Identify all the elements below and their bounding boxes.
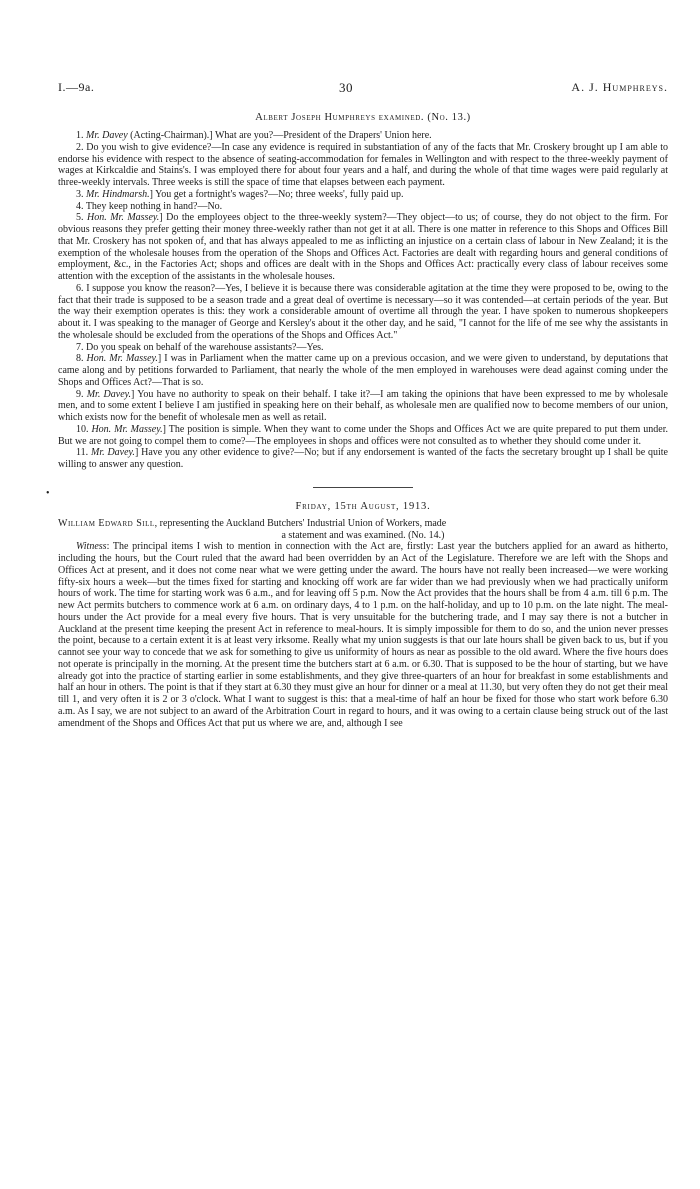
question-text: ] The position is simple. When they want to come under the Shops and Offices Act we are quite prepared to put them under. But we are not going to compel them to come?—The employees in shops and offices were not consulted as to whether they should come under it.: [58, 423, 669, 447]
witness-description: , representing the Auckland Butchers' Industrial Union of Workers, made: [154, 517, 447, 529]
examination-paragraphs: [58, 130, 668, 471]
speaker-name: Hon. Mr. Massey.: [87, 212, 160, 224]
question-number: 1.: [76, 130, 86, 141]
question-text: Do you speak on behalf of the warehouse assistants?—Yes.: [86, 341, 324, 353]
speaker-name: Mr. Hindmarsh.: [86, 188, 150, 200]
section-heading: Albert Joseph Humphreys examined. (No. 13.): [255, 112, 471, 123]
question-paragraph: [58, 424, 668, 448]
question-text: Do you wish to give evidence?—In case any evidence is required in substantiation of any of the facts that Mr. Croskery brought up I am able to endorse his evidence with respect to the absence of seating-accommodation for females in Wellington and with respect to the three-weekly payment of wages at Kirkcaldie and Stains's. I was employed there for about four years and a half, and during the whole of that time wages were paid regularly at three-weekly intervals. Three weeks is still the space of time that elapses between each payment.: [58, 141, 668, 188]
witness-statement-text: : The principal items I wish to mention in connection with the Act are, firstly: Last year the butchers applied for an award as hitherto, including the hours, but the Court ruled that the award had been overridden by an Act of the Legislature. Therefore we are left with the Shops and Offices Act at present, and it does not come near what we were getting under the award. The hours have not really been increased—we were working fifty-six hours a week—but the times fixed for starting and knocking off work are far wider than we had previously when we had practically uniform hours of work. The time for starting work was 6 a.m., and for leaving off 5 p.m. Now the Act provides that the hours shall be from 4 a.m. till 6 p.m. The new Act permits butchers to commence work at 6 a.m. on ordinary days, 4 to 1 p.m. on the half-holiday, and up to 10 p.m. on the late night. The meal-hours under the Act provide for a meal every five hours. That is very unsuitable for the butchering trade, and I may say there is not a butcher in Auckland at the present time keeping the present Act in reference to meal-hours. It is simply impossible for them to do so, and the union never presses the point, because to a certain extent it is at least very irksome. Really what my union suggests is that our late hours shall be given back to us, but if you cannot see your way to concede that we ask for something to give us uniformity of hours as near as possible to the old award. Where the five hours does not operate is principally in the morning. At the present time the butchers start at 6 a.m. or 6.30. That is supposed to be the hour of starting, but we have already got into the practice of starting earlier in some establishments, and they give three-quarters of an hour for breakfast in some establishments and half an hour in others. The point is that if they start at 6.30 they must give an hour for dinner or a meal at 11.30, but very often they do not get their meal till 1, and very often it is 2 or 3 o'clock. What I want to suggest is this: that a meal-time of half an hour be fixed for those who start work before 6.30 a.m. As I say, we are not subject to an award of the Arbitration Court in regard to hours, and it was owing to a certain clause being struck out of the last amendment of the Shops and Offices Act that put us where we are, and, although I see: [58, 541, 668, 729]
question-text: They keep nothing in hand?—No.: [85, 200, 223, 212]
witness-label: Witness: [76, 541, 107, 553]
question-text: (Acting-Chairman).] What are you?—President of the Drapers' Union here.: [127, 130, 432, 141]
question-paragraph: [58, 130, 668, 142]
speaker-name: Hon. Mr. Massey.: [86, 353, 158, 365]
question-number: 4.: [76, 200, 86, 212]
question-paragraph: [58, 342, 668, 354]
speaker-name: Mr. Davey.: [90, 447, 135, 459]
question-number: 10.: [76, 423, 92, 435]
question-paragraph: [58, 142, 668, 189]
question-text: ] Have you any other evidence to give?—No; but if any endorsement is wanted of the facts the secretary brought up I shall be quite willing to answer any question.: [58, 447, 668, 470]
question-paragraph: [58, 189, 668, 201]
question-paragraph: [58, 201, 668, 213]
question-paragraph: [58, 283, 668, 342]
margin-bullet-mark: •: [46, 488, 50, 499]
speaker-name: Mr. Davey: [86, 130, 128, 141]
page-number: 30: [339, 80, 353, 95]
question-number: 5.: [76, 212, 87, 224]
witness-statement: [58, 541, 668, 729]
document-reference: I.—9a.: [58, 80, 95, 94]
question-number: 6.: [76, 282, 87, 294]
question-text: ] You have no authority to speak on their behalf. I take it?—I am taking the opinions that have been expressed to me by wholesale men, and to some extent I believe I am justified in speaking here on their behalf, as wholesale men are qualified now to become members of our union, which exists now for the benefit of wholesale men as well as retail.: [58, 388, 668, 423]
question-paragraph: [58, 389, 668, 424]
question-paragraph: [58, 353, 668, 388]
speaker-name: Mr. Davey.: [86, 388, 132, 400]
question-text: ] I was in Parliament when the matter came up on a previous occasion, and we were given to understand, by deputations that came along and by petitions forwarded to Parliament, that nearly the whole of the men employed in warehouses were dead against coming under the Shops and Offices Act?—That is so.: [58, 353, 668, 388]
section-divider: [313, 487, 413, 488]
question-paragraph: [58, 447, 668, 471]
question-number: 3.: [76, 188, 86, 200]
question-text: ] You get a fortnight's wages?—No; three weeks', fully paid up.: [149, 188, 404, 200]
page-body: [58, 112, 668, 729]
question-number: 2.: [76, 141, 87, 153]
witness-name: William Edward Sill: [58, 517, 155, 529]
date-heading: Friday, 15th August, 1913.: [295, 500, 431, 512]
question-number: 11.: [76, 447, 91, 459]
running-head: [58, 80, 668, 96]
question-number: 8.: [76, 353, 87, 365]
witness-description-continued: a statement and was examined. (No. 14.): [281, 529, 445, 541]
question-number: 9.: [76, 388, 87, 400]
question-number: 7.: [76, 341, 86, 353]
witness-running-title: A. J. Humphreys.: [571, 80, 668, 94]
question-text: I suppose you know the reason?—Yes, I believe it is because there was considerable agitation at the time they were proposed to be, owing to the fact that their trade is supposed to be a season trade and a great deal of overtime is necessary—so it was contended—at certain periods of the year. But the way their exemption operates is this: they work a considerable amount of overtime all through the year. I have spoken to numerous shopkeepers about it. I was speaking to the manager of George and Kersley's about it the other day, and he said, "I cannot for the life of me see why the assistants in the wholesale should be excluded from the operations of the Shops and Offices Act.": [58, 282, 669, 341]
witness-heading: [58, 518, 668, 542]
question-text: ] Do the employees object to the three-weekly system?—They object—to us; of course, they do not object to the firm. For obvious reasons they prefer getting their money three-weekly rather than not get it at all. There is one matter in reference to this Shops and Offices Bill that Mr. Croskery has not spoken of, and that has always appealed to me as inflicting an injustice on a certain class of labour in New Zealand; it is the exemption of the wholesale houses from the operation of the Shops and Offices Act. Factories are dealt with regarding hours and general conditions of employment, &c., in the Factories Act; shops and offices are dealt with in the Shops and Offices Act: practically every class of labour receives some attention with the exception of the assistants in the wholesale houses.: [58, 212, 669, 282]
speaker-name: Hon. Mr. Massey.: [91, 423, 163, 435]
question-paragraph: [58, 212, 668, 283]
